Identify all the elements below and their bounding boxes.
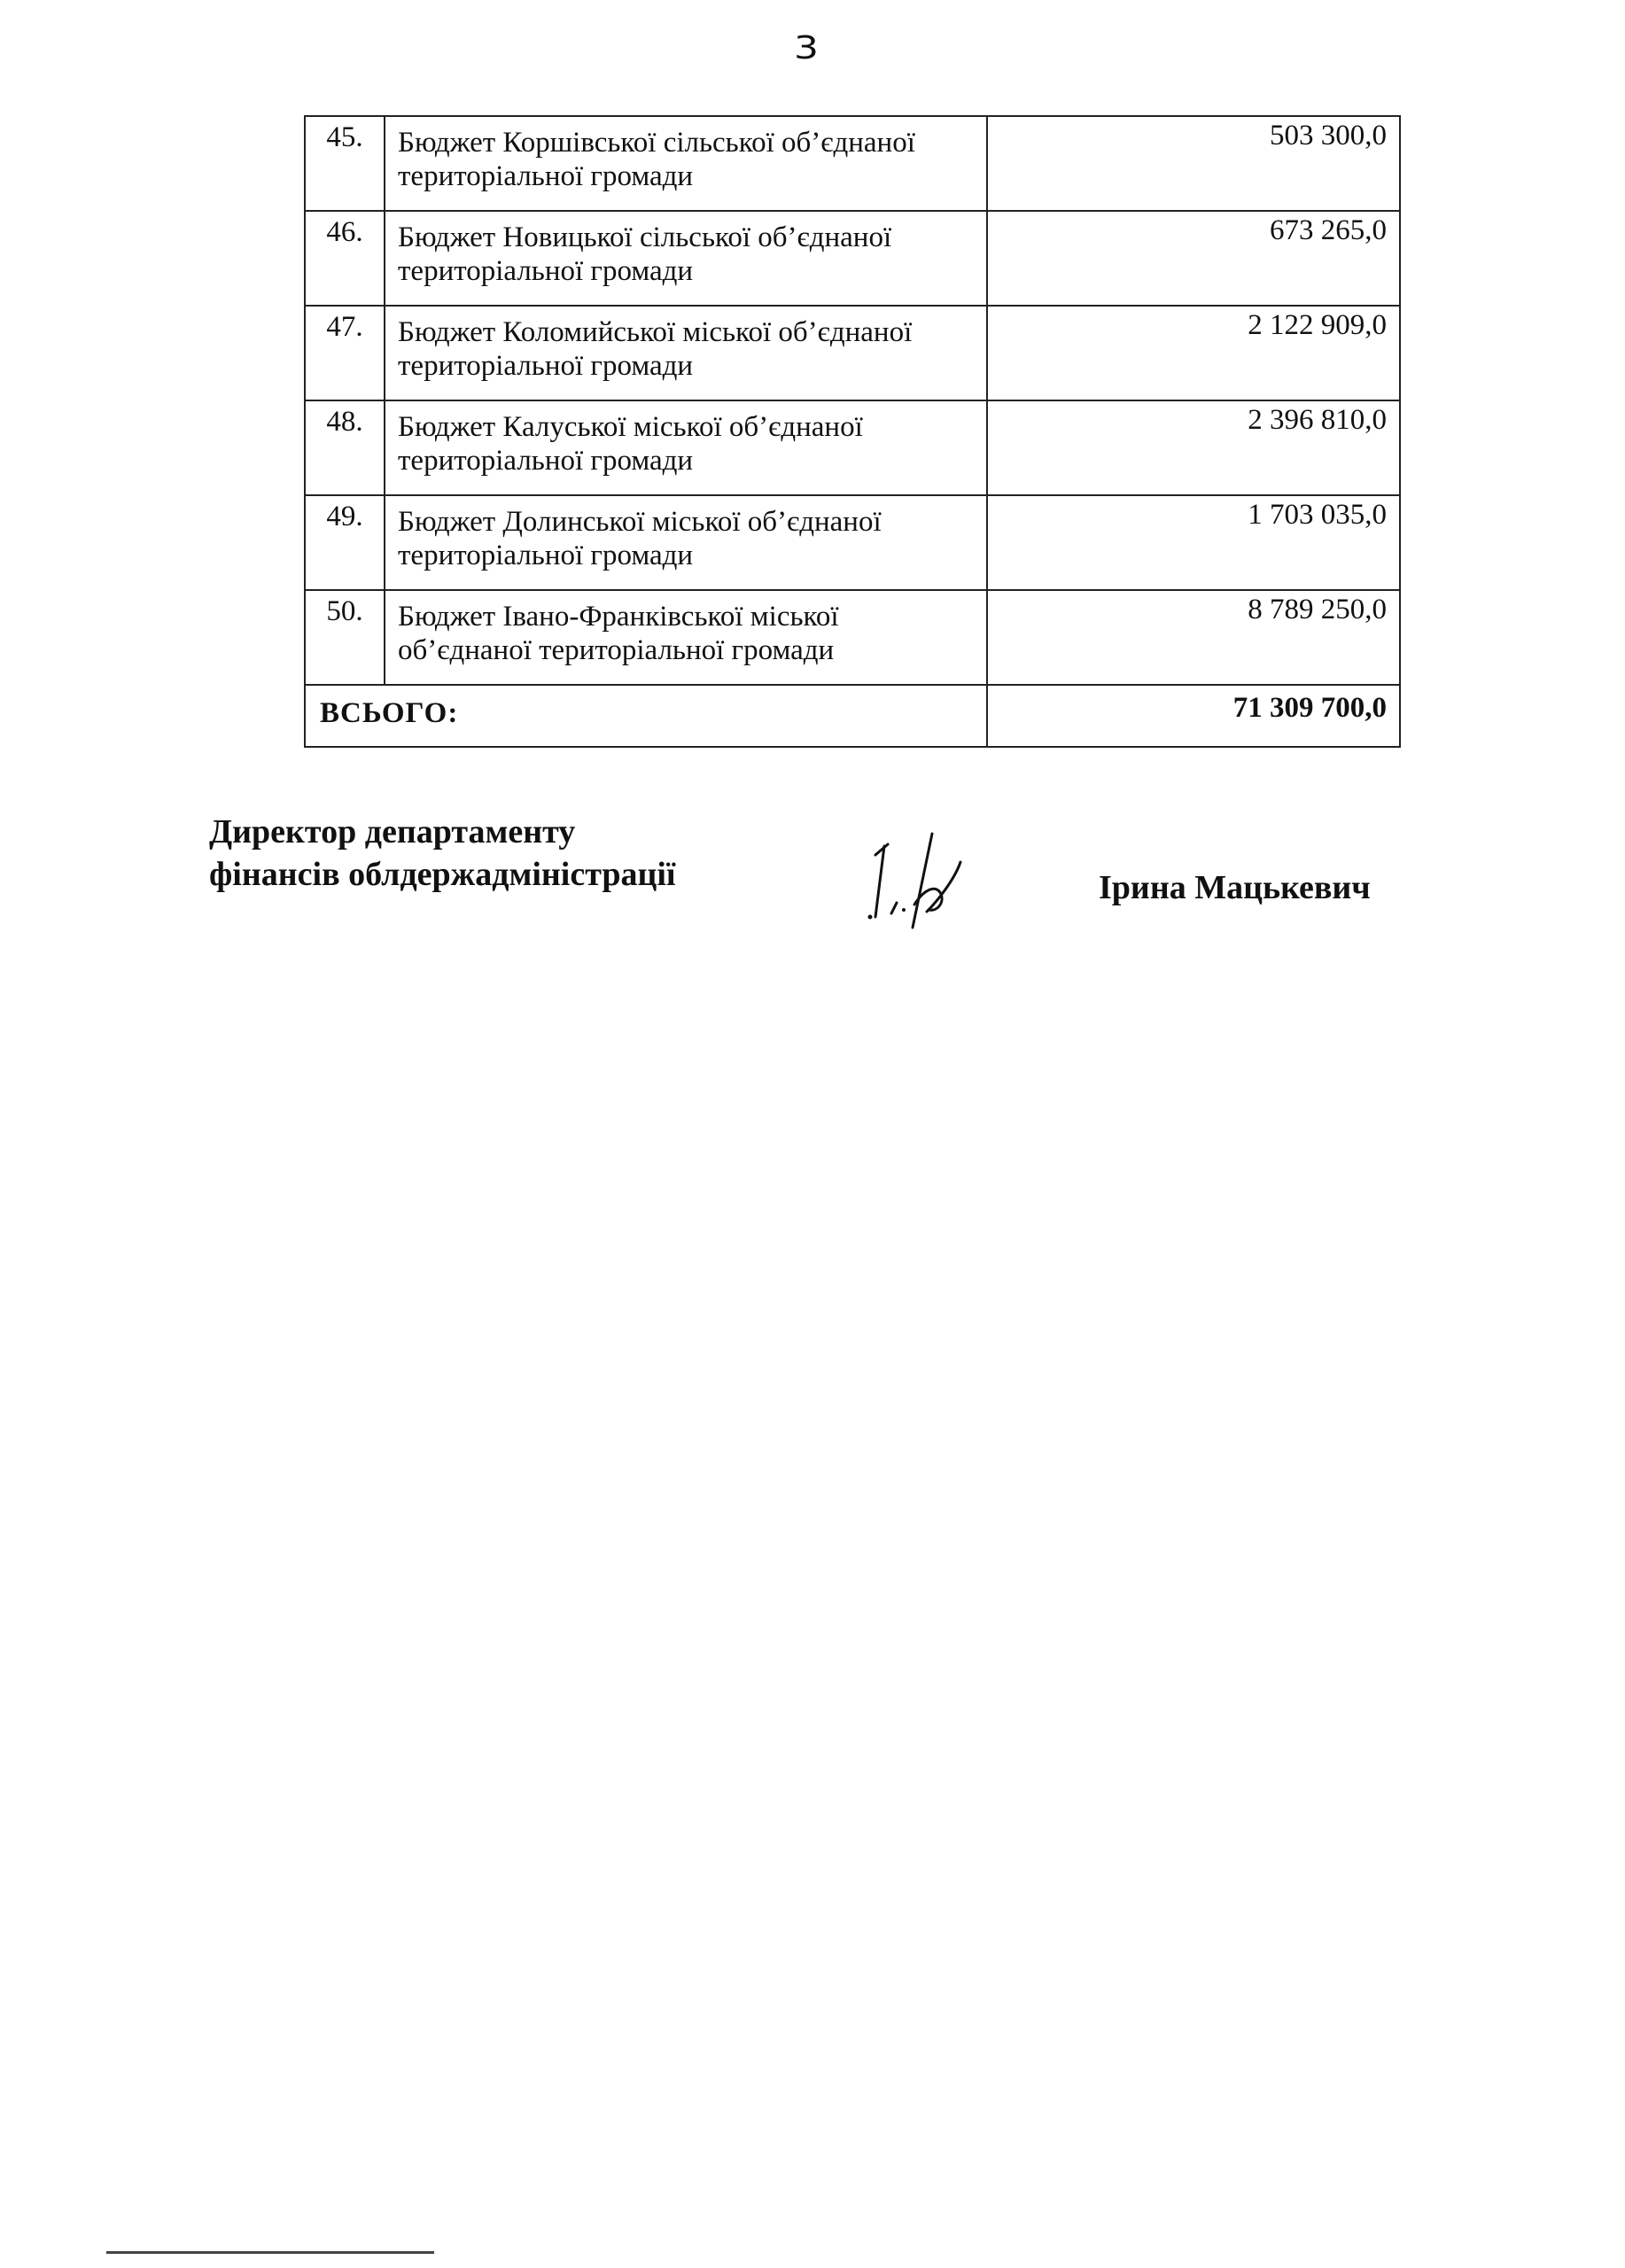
signatory-title-line2: фінансів облдержадміністрації [209, 856, 676, 893]
budget-amount: 2 122 909,0 [987, 306, 1400, 400]
budget-name: Бюджет Коршівської сільської об’єднаної територіальної громади [385, 116, 987, 211]
budget-amount: 1 703 035,0 [987, 495, 1400, 590]
budget-table [304, 115, 1401, 748]
table-row [305, 306, 1400, 400]
scan-artifact-line [106, 2251, 434, 2254]
page-number: 3 [794, 30, 819, 66]
row-number: 50. [305, 590, 385, 685]
budget-name: Бюджет Коломийської міської об’єднаної територіальної громади [385, 306, 987, 400]
total-amount: 71 309 700,0 [987, 685, 1400, 747]
table-row [305, 495, 1400, 590]
table-row [305, 116, 1400, 211]
budget-amount: 8 789 250,0 [987, 590, 1400, 685]
budget-name: Бюджет Долинської міської об’єднаної територіальної громади [385, 495, 987, 590]
table-row [305, 211, 1400, 306]
row-number: 45. [305, 116, 385, 211]
table-row [305, 400, 1400, 495]
budget-amount: 2 396 810,0 [987, 400, 1400, 495]
budget-name: Бюджет Новицької сільської об’єднаної територіальної громади [385, 211, 987, 306]
total-row [305, 685, 1400, 747]
budget-amount: 673 265,0 [987, 211, 1400, 306]
handwritten-signature [851, 828, 992, 935]
signatory-name: Ірина Мацькевич [1099, 869, 1371, 906]
budget-name: Бюджет Калуської міської об’єднаної територіальної громади [385, 400, 987, 495]
row-number: 48. [305, 400, 385, 495]
table-row [305, 590, 1400, 685]
row-number: 47. [305, 306, 385, 400]
total-label: ВСЬОГО: [305, 685, 987, 747]
signatory-title-line1: Директор департаменту [209, 813, 576, 850]
row-number: 49. [305, 495, 385, 590]
budget-name: Бюджет Івано-Франківської міської об’єднаної територіальної громади [385, 590, 987, 685]
signatory-title [209, 811, 676, 896]
row-number: 46. [305, 211, 385, 306]
budget-amount: 503 300,0 [987, 116, 1400, 211]
